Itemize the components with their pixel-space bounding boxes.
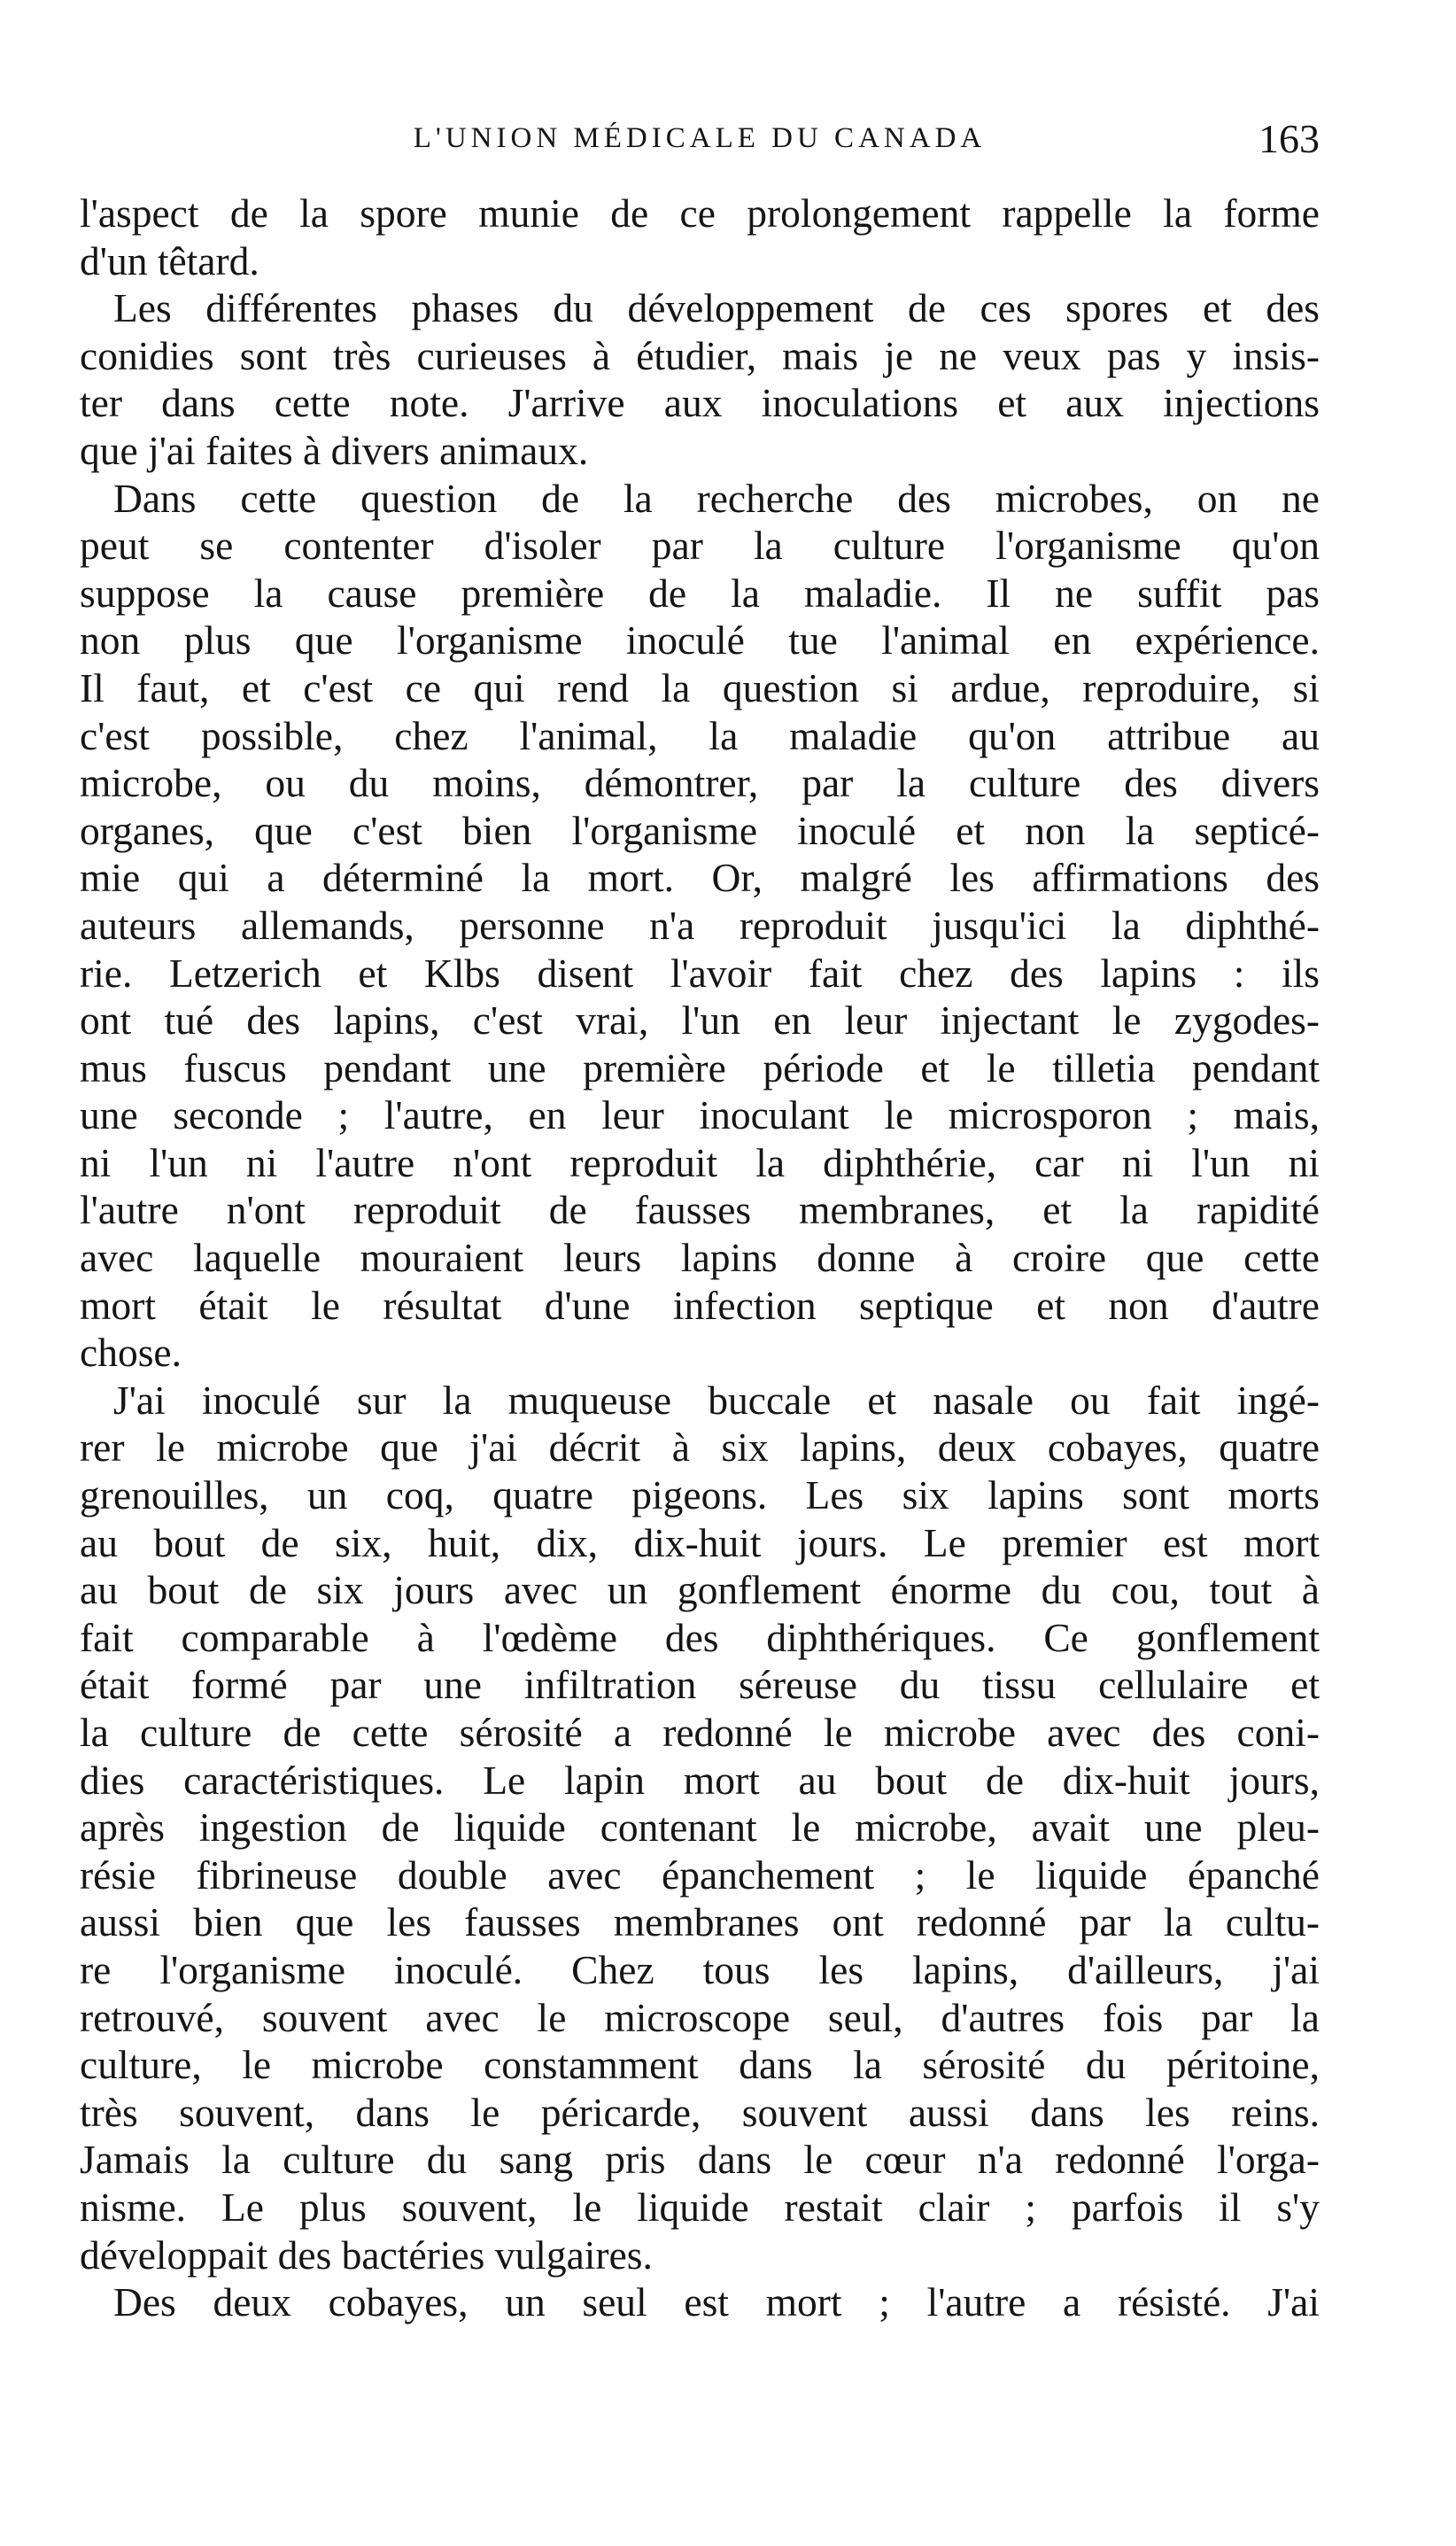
body-text: [80, 190, 1320, 2326]
text-line: Dans cette question de la recherche des microbes, on ne: [113, 475, 1320, 521]
text-line: mort était le résultat d'une infection septique et non d'autre: [80, 1282, 1320, 1328]
text-line: dies caractéristiques. Le lapin mort au bout de dix-huit jours,: [80, 1757, 1320, 1803]
text-line: résie fibrineuse double avec épanchement ; le liquide épanché: [80, 1851, 1320, 1898]
text-line: rer le microbe que j'ai décrit à six lapins, deux cobayes, quatre: [80, 1424, 1320, 1471]
text-line: peut se contenter d'isoler par la culture l'organisme qu'on: [80, 523, 1320, 569]
text-line: ter dans cette note. J'arrive aux inoculations et aux injections: [80, 380, 1320, 426]
text-line: était formé par une infiltration séreuse du tissu cellulaire et: [80, 1662, 1320, 1708]
paragraph: [80, 475, 1320, 1377]
text-line: l'autre n'ont reproduit de fausses membranes, et la rapidité: [80, 1187, 1320, 1233]
text-line: nisme. Le plus souvent, le liquide restait clair ; parfois il s'y: [80, 2184, 1320, 2230]
document-page: [80, 115, 1320, 2326]
text-line: chose.: [80, 1330, 182, 1376]
text-line: développait des bactéries vulgaires.: [80, 2232, 653, 2278]
paragraph: [80, 1377, 1320, 2278]
text-line: mie qui a déterminé la mort. Or, malgré les affirmations des: [80, 855, 1320, 901]
paragraph: [80, 284, 1320, 474]
text-line: très souvent, dans le péricarde, souvent aussi dans les reins.: [80, 2089, 1320, 2135]
text-line: auteurs allemands, personne n'a reproduit jusqu'ici la diphthé-: [80, 902, 1320, 948]
text-line: grenouilles, un coq, quatre pigeons. Les six lapins sont morts: [80, 1472, 1320, 1518]
text-line: d'un têtard.: [80, 237, 259, 283]
text-line: re l'organisme inoculé. Chez tous les lapins, d'ailleurs, j'ai: [80, 1946, 1320, 1992]
text-line: microbe, ou du moins, démontrer, par la culture des divers: [80, 760, 1320, 806]
text-line: au bout de six, huit, dix, dix-huit jours. Le premier est mort: [80, 1519, 1320, 1565]
journal-title: L'UNION MÉDICALE DU CANADA: [413, 122, 987, 154]
text-line: culture, le microbe constamment dans la sérosité du péritoine,: [80, 2042, 1320, 2088]
text-line: ni l'un ni l'autre n'ont reproduit la diphthérie, car ni l'un ni: [80, 1139, 1320, 1185]
text-line: non plus que l'organisme inoculé tue l'animal en expérience.: [80, 617, 1320, 664]
text-line: retrouvé, souvent avec le microscope seul, d'autres fois par la: [80, 1994, 1320, 2040]
running-header: [80, 115, 1320, 177]
text-line: Les différentes phases du développement de ces spores et des: [113, 285, 1320, 331]
text-line: Des deux cobayes, un seul est mort ; l'autre a résisté. J'ai: [113, 2279, 1320, 2325]
text-line: c'est possible, chez l'animal, la maladie qu'on attribue au: [80, 712, 1320, 758]
text-line: après ingestion de liquide contenant le microbe, avait une pleu-: [80, 1805, 1320, 1851]
paragraph: [80, 190, 1320, 284]
text-line: l'aspect de la spore munie de ce prolongement rappelle la forme: [80, 190, 1320, 236]
text-line: conidies sont très curieuses à étudier, mais je ne veux pas y insis-: [80, 332, 1320, 378]
text-line: la culture de cette sérosité a redonné le microbe avec des coni-: [80, 1710, 1320, 1755]
text-line: organes, que c'est bien l'organisme inoculé et non la septicé-: [80, 807, 1320, 853]
text-line: une seconde ; l'autre, en leur inoculant le microsporon ; mais,: [80, 1092, 1320, 1138]
text-line: avec laquelle mouraient leurs lapins donne à croire que cette: [80, 1235, 1320, 1281]
paragraph: [80, 2278, 1320, 2326]
text-line: aussi bien que les fausses membranes ont redonné par la cultu-: [80, 1899, 1320, 1945]
text-line: ont tué des lapins, c'est vrai, l'un en leur injectant le zygodes-: [80, 997, 1320, 1044]
text-line: rie. Letzerich et Klbs disent l'avoir fait chez des lapins : ils: [80, 950, 1320, 996]
text-line: mus fuscus pendant une première période et le tilletia pendant: [80, 1044, 1320, 1091]
page-number: 163: [1259, 116, 1320, 161]
text-line: que j'ai faites à divers animaux.: [80, 427, 589, 473]
text-line: fait comparable à l'œdème des diphthériques. Ce gonflement: [80, 1614, 1320, 1660]
text-line: suppose la cause première de la maladie. Il ne suffit pas: [80, 570, 1320, 616]
text-line: J'ai inoculé sur la muqueuse buccale et nasale ou fait ingé-: [113, 1377, 1320, 1423]
text-line: Il faut, et c'est ce qui rend la question si ardue, reproduire, si: [80, 664, 1320, 710]
text-line: Jamais la culture du sang pris dans le cœur n'a redonné l'orga-: [80, 2137, 1320, 2183]
text-line: au bout de six jours avec un gonflement énorme du cou, tout à: [80, 1567, 1320, 1613]
